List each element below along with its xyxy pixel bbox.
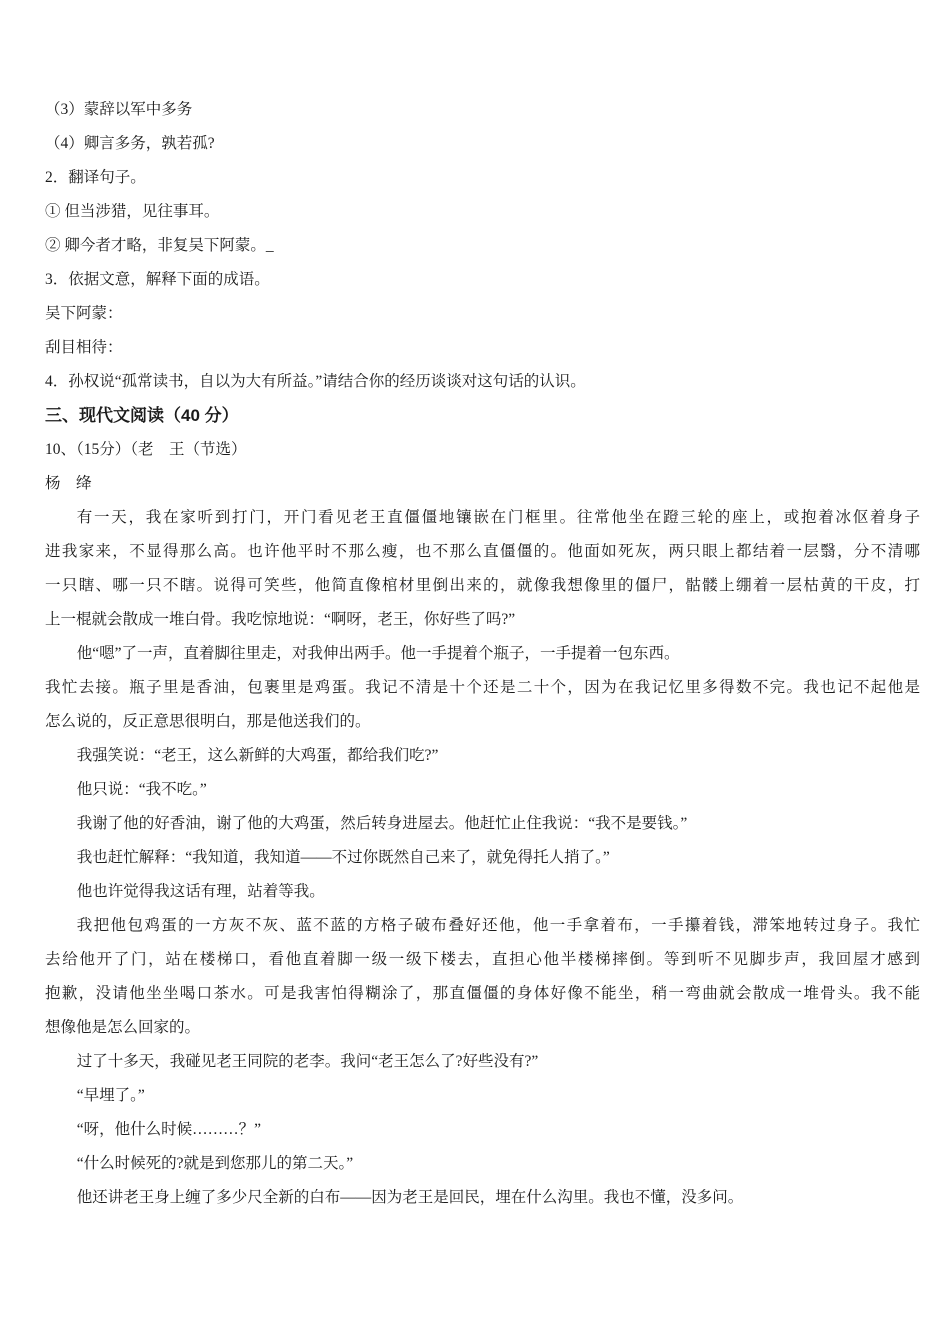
- passage-line: 他“嗯”了一声，直着脚往里走，对我伸出两手。他一手提着个瓶子，一手提着一包东西。: [76, 645, 680, 662]
- question-line: ① 但当涉猎，见往事耳。: [45, 203, 220, 220]
- passage-line: 抱歉，没请他坐坐喝口茶水。可是我害怕得糊涂了，那直僵僵的身体好像不能坐，稍一弯曲就会散成一堆骨头。我不能: [45, 985, 920, 1002]
- passage-line: 有一天，我在家听到打门，开门看见老王直僵僵地镶嵌在门框里。往常他坐在蹬三轮的座上，或抱着冰伛着身子: [76, 509, 920, 526]
- passage-line: 他只说：“我不吃。”: [76, 781, 207, 798]
- passage-line: 我也赶忙解释：“我知道，我知道——不过你既然自己来了，就免得托人捎了。”: [76, 849, 610, 866]
- passage-line: 进我家来，不显得那么高。也许他平时不那么瘦，也不那么直僵僵的。他面如死灰，两只眼上都结着一层翳，分不清哪: [45, 543, 920, 560]
- passage-line: 去给他开了门，站在楼梯口，看他直着脚一级一级下楼去，直担心他半楼梯摔倒。等到听不见脚步声，我回屋才感到: [45, 951, 920, 968]
- passage-author: 杨 绛: [45, 475, 92, 492]
- question-line: 吴下阿蒙：: [45, 305, 123, 322]
- question-line: 刮目相待：: [45, 339, 123, 356]
- passage-line: 我忙去接。瓶子里是香油，包裹里是鸡蛋。我记不清是十个还是二十个，因为在我记忆里多得数不完。我也记不起他是: [45, 679, 920, 696]
- question-line: 3．依据文意，解释下面的成语。: [45, 271, 270, 288]
- passage-line: 我强笑说：“老王，这么新鲜的大鸡蛋，都给我们吃?”: [76, 747, 439, 764]
- question-line: 4．孙权说“孤常读书，自以为大有所益。”请结合你的经历谈谈对这句话的认识。: [45, 373, 586, 390]
- question-line: （3）蒙辞以军中多务: [45, 101, 193, 118]
- passage-line: 我谢了他的好香油，谢了他的大鸡蛋，然后转身进屋去。他赶忙止住我说：“我不是要钱。”: [76, 815, 688, 832]
- passage-line: “呀，他什么时候………？”: [76, 1121, 262, 1138]
- question-line: ② 卿今者才略，非复吴下阿蒙。_: [45, 237, 274, 254]
- passage-line: “什么时候死的?就是到您那儿的第二天。”: [76, 1155, 354, 1172]
- classical-questions-section: [45, 93, 920, 399]
- passage-line: 我把他包鸡蛋的一方灰不灰、蓝不蓝的方格子破布叠好还他，他一手拿着布，一手攥着钱，滞笨地转过身子。我忙: [76, 917, 920, 934]
- section-heading: 三、现代文阅读（40 分）: [45, 406, 239, 425]
- passage-line: 过了十多天，我碰见老王同院的老李。我问“老王怎么了?好些没有?”: [76, 1053, 539, 1070]
- passage-line: “早埋了。”: [76, 1087, 145, 1104]
- passage-line: 怎么说的，反正意思很明白，那是他送我们的。: [45, 713, 371, 730]
- question-line: 2．翻译句子。: [45, 169, 146, 186]
- passage-line: 一只瞎、哪一只不瞎。说得可笑些，他简直像棺材里倒出来的，就像我想像里的僵尸，骷髅上绷着一层枯黄的干皮，打: [45, 577, 920, 594]
- passage-line: 想像他是怎么回家的。: [45, 1019, 201, 1036]
- question-line: （4）卿言多务，孰若孤?: [45, 135, 215, 152]
- question-number-title: 10、（15分）（老 王（节选）: [45, 441, 247, 458]
- passage-line: 上一棍就会散成一堆白骨。我吃惊地说：“啊呀，老王，你好些了吗?”: [45, 611, 516, 628]
- passage-line: 他还讲老王身上缠了多少尺全新的白布——因为老王是回民，埋在什么沟里。我也不懂，没多问。: [76, 1189, 744, 1206]
- passage-line: 他也许觉得我这话有理，站着等我。: [76, 883, 325, 900]
- passage-section: [45, 501, 920, 1215]
